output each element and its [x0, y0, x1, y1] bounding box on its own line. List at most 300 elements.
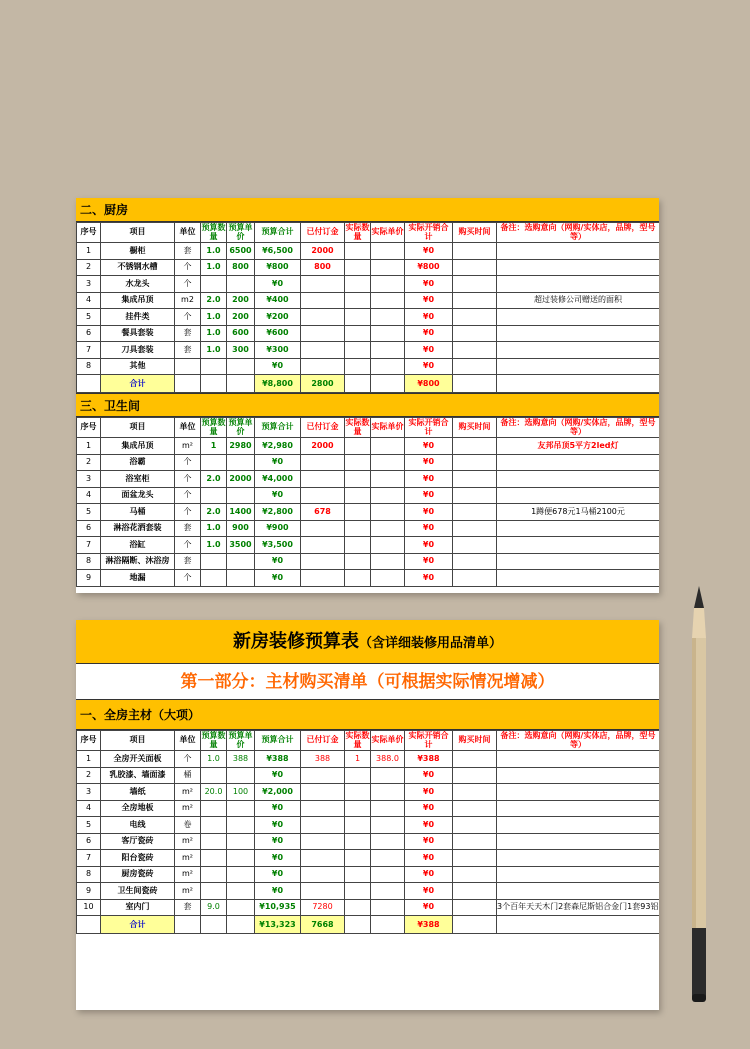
bathroom-cell-item: 集成吊顶	[101, 438, 175, 455]
kitchen-cell-no: 6	[77, 325, 101, 342]
main-cell-note	[497, 866, 660, 883]
kitchen-header-cell: 购买时间	[453, 223, 497, 243]
bathroom-cell-qty: 1.0	[201, 520, 227, 537]
main-cell-actual: ¥0	[405, 767, 453, 784]
main-cell-qty	[201, 850, 227, 867]
kitchen-cell-price	[227, 358, 255, 375]
main-cell-item: 电线	[101, 817, 175, 834]
kitchen-cell-time	[453, 309, 497, 326]
main-cell-unit: 卷	[175, 817, 201, 834]
bathroom-header-cell: 序号	[77, 418, 101, 438]
kitchen-header-cell: 预算数量	[201, 223, 226, 241]
kitchen-cell-aqty	[345, 358, 371, 375]
budget-sheet-main	[76, 620, 659, 1010]
bathroom-header-cell: 项目	[101, 418, 175, 438]
main-cell-unit: m²	[175, 883, 201, 900]
bathroom-cell-time	[453, 570, 497, 587]
bathroom-cell-item: 淋浴隔断、沐浴房	[101, 553, 175, 570]
main-cell-actual: ¥0	[405, 850, 453, 867]
kitchen-cell-qty: 1.0	[201, 243, 227, 260]
main-cell-time	[453, 784, 497, 801]
kitchen-header-cell: 单位	[175, 223, 201, 243]
bathroom-cell-price: 3500	[227, 537, 255, 554]
main-row	[77, 800, 660, 817]
main-header-cell: 项目	[101, 731, 175, 751]
kitchen-cell-deposit	[301, 292, 345, 309]
kitchen-row	[77, 259, 660, 276]
kitchen-cell-no: 1	[77, 243, 101, 260]
bathroom-cell-aprice	[371, 537, 405, 554]
bathroom-cell-note	[497, 570, 660, 587]
kitchen-cell-aqty	[345, 292, 371, 309]
kitchen-cell-actual: ¥0	[405, 358, 453, 375]
kitchen-cell-aprice	[371, 276, 405, 293]
bathroom-cell-aprice	[371, 454, 405, 471]
main-cell-note	[497, 800, 660, 817]
bathroom-cell-time	[453, 471, 497, 488]
main-cell-aqty	[345, 833, 371, 850]
main-cell-note	[497, 833, 660, 850]
bathroom-cell-total: ¥900	[255, 520, 301, 537]
main-cell-price	[227, 817, 255, 834]
kitchen-cell-no: 4	[77, 292, 101, 309]
main-row	[77, 883, 660, 900]
kitchen-cell-item: 集成吊顶	[101, 292, 175, 309]
kitchen-header-cell: 备注：选购意向（网购/实体店，品牌，型号等）	[497, 223, 660, 243]
main-cell-total: ¥388	[255, 751, 301, 768]
bathroom-cell-no: 2	[77, 454, 101, 471]
bathroom-cell-unit: 个	[175, 570, 201, 587]
section-bathroom-title: 三、卫生间	[76, 393, 659, 417]
bathroom-cell-unit: 个	[175, 537, 201, 554]
bathroom-cell-no: 1	[77, 438, 101, 455]
bathroom-row	[77, 570, 660, 587]
bathroom-cell-actual: ¥0	[405, 520, 453, 537]
bathroom-cell-time	[453, 520, 497, 537]
main-cell-time	[453, 767, 497, 784]
pencil-icon	[688, 586, 710, 1006]
bathroom-cell-total: ¥2,980	[255, 438, 301, 455]
bathroom-cell-actual: ¥0	[405, 504, 453, 521]
main-sum-cell: 合计	[101, 916, 175, 934]
main-cell-aprice: 388.0	[371, 751, 405, 768]
bathroom-cell-no: 6	[77, 520, 101, 537]
main-cell-time	[453, 850, 497, 867]
kitchen-cell-unit: 个	[175, 259, 201, 276]
kitchen-cell-item: 不锈钢水槽	[101, 259, 175, 276]
main-cell-aqty	[345, 767, 371, 784]
kitchen-cell-price	[227, 276, 255, 293]
kitchen-cell-price: 200	[227, 292, 255, 309]
main-cell-note	[497, 751, 660, 768]
main-cell-item: 乳胶漆、墙面漆	[101, 767, 175, 784]
main-row	[77, 866, 660, 883]
bathroom-row	[77, 471, 660, 488]
kitchen-cell-actual: ¥0	[405, 276, 453, 293]
bathroom-cell-actual: ¥0	[405, 471, 453, 488]
kitchen-cell-actual: ¥0	[405, 309, 453, 326]
kitchen-cell-actual: ¥0	[405, 342, 453, 359]
main-cell-unit: 桶	[175, 767, 201, 784]
kitchen-cell-no: 5	[77, 309, 101, 326]
bathroom-cell-deposit	[301, 570, 345, 587]
main-cell-time	[453, 817, 497, 834]
main-cell-item: 卫生间瓷砖	[101, 883, 175, 900]
kitchen-cell-qty	[201, 276, 227, 293]
main-sum-cell	[77, 916, 101, 934]
main-cell-qty	[201, 817, 227, 834]
bathroom-cell-time	[453, 454, 497, 471]
kitchen-cell-total: ¥200	[255, 309, 301, 326]
kitchen-cell-total: ¥6,500	[255, 243, 301, 260]
bathroom-cell-total: ¥0	[255, 487, 301, 504]
kitchen-cell-qty: 1.0	[201, 259, 227, 276]
main-cell-total: ¥2,000	[255, 784, 301, 801]
kitchen-cell-actual: ¥0	[405, 292, 453, 309]
main-cell-price	[227, 899, 255, 916]
main-cell-unit: m²	[175, 850, 201, 867]
bathroom-cell-time	[453, 537, 497, 554]
bathroom-cell-deposit	[301, 487, 345, 504]
bathroom-cell-price	[227, 454, 255, 471]
kitchen-cell-aprice	[371, 259, 405, 276]
bathroom-cell-qty	[201, 487, 227, 504]
main-header-cell: 已付订金	[301, 731, 345, 751]
kitchen-cell-aprice	[371, 292, 405, 309]
main-cell-no: 2	[77, 767, 101, 784]
bathroom-cell-item: 浴缸	[101, 537, 175, 554]
main-cell-no: 3	[77, 784, 101, 801]
bathroom-row	[77, 537, 660, 554]
main-cell-aprice	[371, 784, 405, 801]
bathroom-cell-deposit	[301, 520, 345, 537]
main-sum-row	[77, 916, 660, 934]
main-cell-price	[227, 800, 255, 817]
kitchen-cell-unit: 套	[175, 325, 201, 342]
kitchen-cell-deposit	[301, 276, 345, 293]
bathroom-cell-item: 马桶	[101, 504, 175, 521]
kitchen-cell-note	[497, 342, 660, 359]
kitchen-cell-no: 2	[77, 259, 101, 276]
main-cell-time	[453, 883, 497, 900]
kitchen-cell-aqty	[345, 309, 371, 326]
main-cell-note	[497, 767, 660, 784]
main-header-cell: 预算单价	[228, 731, 253, 749]
main-cell-time	[453, 751, 497, 768]
bathroom-header-cell: 预算合计	[255, 418, 301, 438]
kitchen-cell-qty: 2.0	[201, 292, 227, 309]
main-cell-aqty	[345, 784, 371, 801]
kitchen-cell-unit: 套	[175, 342, 201, 359]
main-cell-actual: ¥0	[405, 883, 453, 900]
main-cell-unit: 个	[175, 751, 201, 768]
main-header-cell: 实际单价	[371, 731, 405, 751]
bathroom-cell-unit: 个	[175, 504, 201, 521]
bathroom-cell-unit: 套	[175, 520, 201, 537]
bathroom-cell-aqty	[345, 471, 371, 488]
main-cell-actual: ¥0	[405, 833, 453, 850]
main-cell-no: 1	[77, 751, 101, 768]
main-cell-price	[227, 833, 255, 850]
kitchen-header-cell: 预算合计	[255, 223, 301, 243]
main-cell-unit: m²	[175, 833, 201, 850]
kitchen-cell-time	[453, 292, 497, 309]
main-sum-cell: 7668	[301, 916, 345, 934]
kitchen-cell-note	[497, 309, 660, 326]
main-cell-aprice	[371, 866, 405, 883]
bathroom-cell-item: 浴室柜	[101, 471, 175, 488]
part-heading: 第一部分：主材购买清单（可根据实际情况增减）	[76, 664, 659, 700]
kitchen-cell-time	[453, 358, 497, 375]
main-cell-deposit	[301, 767, 345, 784]
bathroom-cell-actual: ¥0	[405, 487, 453, 504]
main-cell-aprice	[371, 800, 405, 817]
kitchen-cell-no: 8	[77, 358, 101, 375]
main-cell-no: 9	[77, 883, 101, 900]
kitchen-sum-cell: ¥800	[405, 375, 453, 393]
kitchen-cell-actual: ¥0	[405, 325, 453, 342]
section-kitchen-title: 二、厨房	[76, 198, 659, 222]
kitchen-cell-deposit: 800	[301, 259, 345, 276]
bathroom-row	[77, 520, 660, 537]
bathroom-cell-price: 1400	[227, 504, 255, 521]
bathroom-cell-no: 3	[77, 471, 101, 488]
kitchen-cell-item: 其他	[101, 358, 175, 375]
main-header-cell: 预算合计	[255, 731, 301, 751]
main-cell-deposit	[301, 833, 345, 850]
bathroom-header-cell: 实际单价	[371, 418, 405, 438]
bathroom-cell-time	[453, 504, 497, 521]
main-header-cell: 实际数量	[345, 731, 370, 749]
kitchen-cell-total: ¥0	[255, 276, 301, 293]
bathroom-cell-note: 友邦吊顶5平方2led灯	[497, 438, 660, 455]
kitchen-sum-cell	[497, 375, 660, 393]
kitchen-row	[77, 243, 660, 260]
main-cell-aprice	[371, 833, 405, 850]
bathroom-cell-aprice	[371, 570, 405, 587]
bathroom-cell-actual: ¥0	[405, 553, 453, 570]
main-cell-unit: m²	[175, 784, 201, 801]
bathroom-cell-unit: 个	[175, 487, 201, 504]
kitchen-cell-price: 6500	[227, 243, 255, 260]
main-cell-aprice	[371, 850, 405, 867]
kitchen-cell-aprice	[371, 325, 405, 342]
main-cell-time	[453, 866, 497, 883]
main-cell-deposit: 7280	[301, 899, 345, 916]
main-sum-cell: ¥388	[405, 916, 453, 934]
main-sum-cell	[371, 916, 405, 934]
kitchen-cell-time	[453, 259, 497, 276]
main-cell-time	[453, 800, 497, 817]
main-header-cell: 序号	[77, 731, 101, 751]
main-cell-qty: 9.0	[201, 899, 227, 916]
bathroom-cell-qty: 2.0	[201, 471, 227, 488]
kitchen-row	[77, 309, 660, 326]
kitchen-sum-cell	[201, 375, 227, 393]
kitchen-sum-row	[77, 375, 660, 393]
main-cell-item: 全房开关面板	[101, 751, 175, 768]
kitchen-cell-aprice	[371, 358, 405, 375]
main-sum-cell	[227, 916, 255, 934]
kitchen-cell-unit: 个	[175, 309, 201, 326]
bathroom-header-cell: 备注：选购意向（网购/实体店，品牌，型号等）	[497, 418, 660, 438]
main-cell-time	[453, 899, 497, 916]
kitchen-cell-unit: 套	[175, 243, 201, 260]
main-cell-aqty	[345, 817, 371, 834]
page-title	[76, 620, 659, 664]
kitchen-cell-unit: 个	[175, 276, 201, 293]
kitchen-cell-item: 餐具套装	[101, 325, 175, 342]
main-row	[77, 833, 660, 850]
kitchen-cell-qty: 1.0	[201, 309, 227, 326]
main-cell-actual: ¥0	[405, 866, 453, 883]
main-header-cell: 预算数量	[201, 731, 226, 749]
kitchen-header-cell: 序号	[77, 223, 101, 243]
kitchen-cell-no: 3	[77, 276, 101, 293]
kitchen-cell-aqty	[345, 325, 371, 342]
main-row	[77, 817, 660, 834]
kitchen-cell-deposit	[301, 358, 345, 375]
kitchen-cell-note	[497, 243, 660, 260]
kitchen-cell-deposit	[301, 342, 345, 359]
kitchen-cell-actual: ¥800	[405, 259, 453, 276]
kitchen-cell-unit	[175, 358, 201, 375]
kitchen-cell-total: ¥0	[255, 358, 301, 375]
main-cell-actual: ¥0	[405, 784, 453, 801]
bathroom-cell-note	[497, 553, 660, 570]
main-cell-note	[497, 883, 660, 900]
kitchen-cell-note	[497, 358, 660, 375]
kitchen-cell-price: 300	[227, 342, 255, 359]
main-cell-item: 墙纸	[101, 784, 175, 801]
title-main: 新房装修预算表	[232, 631, 359, 652]
bathroom-cell-aprice	[371, 487, 405, 504]
main-cell-aprice	[371, 817, 405, 834]
bathroom-cell-unit: 套	[175, 553, 201, 570]
kitchen-header-row	[77, 223, 660, 243]
kitchen-row	[77, 276, 660, 293]
bathroom-cell-aprice	[371, 553, 405, 570]
main-cell-deposit	[301, 883, 345, 900]
bathroom-cell-deposit: 2000	[301, 438, 345, 455]
main-cell-item: 全房地板	[101, 800, 175, 817]
bathroom-cell-total: ¥3,500	[255, 537, 301, 554]
kitchen-cell-item: 刀具套装	[101, 342, 175, 359]
main-cell-qty	[201, 866, 227, 883]
bathroom-header-row	[77, 418, 660, 438]
main-cell-deposit: 388	[301, 751, 345, 768]
bathroom-cell-aprice	[371, 504, 405, 521]
bathroom-cell-aqty	[345, 537, 371, 554]
kitchen-cell-deposit: 2000	[301, 243, 345, 260]
bathroom-cell-no: 8	[77, 553, 101, 570]
bathroom-cell-total: ¥0	[255, 570, 301, 587]
main-row	[77, 767, 660, 784]
kitchen-cell-note	[497, 325, 660, 342]
kitchen-row	[77, 358, 660, 375]
bathroom-cell-item: 地漏	[101, 570, 175, 587]
main-cell-qty	[201, 800, 227, 817]
kitchen-cell-price: 600	[227, 325, 255, 342]
bathroom-cell-total: ¥2,800	[255, 504, 301, 521]
bathroom-cell-note	[497, 487, 660, 504]
kitchen-header-cell: 实际开销合计	[405, 223, 453, 243]
main-cell-unit: m²	[175, 866, 201, 883]
main-sum-cell: ¥13,323	[255, 916, 301, 934]
main-cell-actual: ¥0	[405, 817, 453, 834]
main-cell-no: 5	[77, 817, 101, 834]
kitchen-cell-price: 200	[227, 309, 255, 326]
main-cell-item: 阳台瓷砖	[101, 850, 175, 867]
main-cell-no: 4	[77, 800, 101, 817]
main-cell-qty	[201, 767, 227, 784]
bathroom-cell-item: 浴霸	[101, 454, 175, 471]
main-cell-total: ¥0	[255, 883, 301, 900]
main-cell-aprice	[371, 767, 405, 784]
bathroom-cell-item: 面盆龙头	[101, 487, 175, 504]
bathroom-cell-unit: 个	[175, 471, 201, 488]
main-sum-cell	[453, 916, 497, 934]
kitchen-cell-unit: m2	[175, 292, 201, 309]
bathroom-row	[77, 504, 660, 521]
main-row	[77, 850, 660, 867]
kitchen-sum-cell	[453, 375, 497, 393]
main-cell-qty: 20.0	[201, 784, 227, 801]
bathroom-cell-actual: ¥0	[405, 454, 453, 471]
main-cell-deposit	[301, 784, 345, 801]
main-cell-aqty	[345, 899, 371, 916]
kitchen-cell-aqty	[345, 259, 371, 276]
bathroom-row	[77, 454, 660, 471]
main-cell-unit: m²	[175, 800, 201, 817]
bathroom-cell-aqty	[345, 520, 371, 537]
bathroom-header-cell: 预算单价	[228, 418, 253, 436]
bathroom-cell-deposit	[301, 471, 345, 488]
kitchen-cell-time	[453, 325, 497, 342]
kitchen-sum-cell	[175, 375, 201, 393]
bathroom-cell-aprice	[371, 471, 405, 488]
bathroom-cell-deposit	[301, 553, 345, 570]
title-sub: （含详细装修用品清单）	[358, 636, 502, 651]
bathroom-cell-aqty	[345, 553, 371, 570]
bathroom-header-cell: 单位	[175, 418, 201, 438]
kitchen-cell-actual: ¥0	[405, 243, 453, 260]
bathroom-cell-price	[227, 487, 255, 504]
bathroom-cell-qty	[201, 553, 227, 570]
kitchen-cell-deposit	[301, 309, 345, 326]
kitchen-cell-aprice	[371, 342, 405, 359]
kitchen-row	[77, 325, 660, 342]
kitchen-cell-aqty	[345, 342, 371, 359]
kitchen-cell-time	[453, 243, 497, 260]
main-cell-item: 室内门	[101, 899, 175, 916]
bathroom-cell-qty	[201, 454, 227, 471]
bathroom-cell-total: ¥0	[255, 553, 301, 570]
main-cell-aqty: 1	[345, 751, 371, 768]
main-cell-qty	[201, 883, 227, 900]
main-cell-aqty	[345, 800, 371, 817]
bathroom-cell-aprice	[371, 520, 405, 537]
kitchen-cell-time	[453, 276, 497, 293]
main-sum-cell	[201, 916, 227, 934]
main-header-cell: 备注：选购意向（网购/实体店，品牌，型号等）	[497, 731, 660, 751]
main-sum-cell	[175, 916, 201, 934]
main-cell-no: 10	[77, 899, 101, 916]
kitchen-cell-total: ¥400	[255, 292, 301, 309]
bathroom-cell-time	[453, 487, 497, 504]
kitchen-cell-item: 橱柜	[101, 243, 175, 260]
kitchen-sum-cell: 合计	[101, 375, 175, 393]
